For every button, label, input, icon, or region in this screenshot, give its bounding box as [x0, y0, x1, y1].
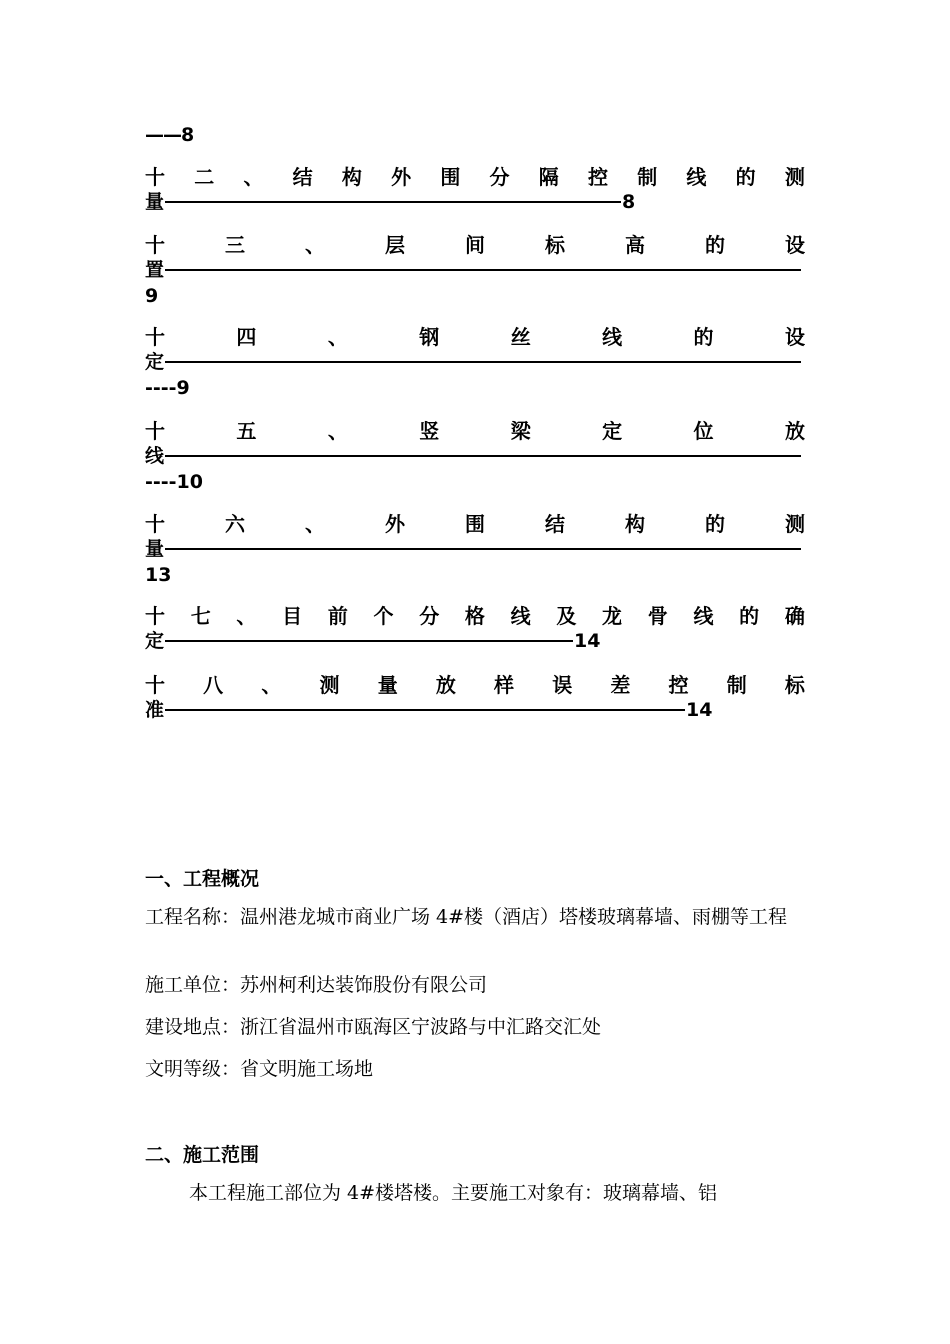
toc-entry-13[interactable] [145, 232, 805, 308]
toc-char: 控 [587, 165, 608, 189]
toc-char: 十 [145, 165, 165, 189]
civilization-grade-line: 文明等级：省文明施工场地 [145, 1058, 374, 1080]
toc-page-number: 9 [145, 285, 159, 307]
toc-char: 八 [203, 673, 224, 697]
toc-char: 制 [726, 673, 747, 697]
toc-title-row [145, 603, 805, 629]
toc-page-number: 8 [622, 191, 636, 213]
toc-leader-line [165, 709, 685, 711]
toc-title-row [145, 164, 805, 190]
toc-char: 梁 [510, 419, 531, 443]
toc-lead-char: 线 [145, 445, 165, 467]
toc-char: 放 [784, 419, 805, 443]
toc-char: 外 [391, 165, 412, 189]
toc-entry-16[interactable] [145, 511, 805, 587]
toc-lead-char: 定 [145, 351, 165, 373]
toc-leader-line [165, 269, 801, 271]
toc-char: 、 [327, 419, 348, 443]
toc-char: 、 [243, 165, 264, 189]
toc-char: 确 [784, 604, 805, 628]
toc-char: 标 [784, 673, 805, 697]
toc-char: 七 [190, 604, 211, 628]
toc-title-row [145, 672, 805, 698]
toc-char: 设 [785, 233, 805, 257]
toc-char: 五 [236, 419, 257, 443]
toc-char: 构 [625, 512, 645, 536]
toc-lead-char: 准 [145, 699, 165, 721]
toc-leader-row [145, 444, 805, 468]
toc-char: 位 [693, 419, 714, 443]
toc-char: 十 [145, 325, 165, 349]
toc-char: 放 [435, 673, 456, 697]
toc-char: 二 [194, 165, 215, 189]
toc-leader-row [145, 698, 805, 722]
toc-char: 线 [602, 325, 623, 349]
toc-entry-18[interactable] [145, 672, 805, 722]
toc-char: 隔 [538, 165, 559, 189]
toc-entry-15[interactable] [145, 418, 805, 494]
toc-lead-char: 量 [145, 538, 165, 560]
toc-leader-row [145, 258, 805, 282]
toc-char: 十 [145, 233, 165, 257]
project-name-line: 工程名称：温州港龙城市商业广场 4#楼（酒店）塔楼玻璃幕墙、雨棚等工程 [145, 906, 788, 928]
toc-char: 十 [145, 419, 165, 443]
toc-char: 构 [341, 165, 362, 189]
toc-char: 分 [489, 165, 510, 189]
toc-page-number: 14 [686, 699, 713, 721]
toc-char: 误 [552, 673, 573, 697]
toc-entry-12[interactable] [145, 164, 805, 214]
toc-char: 骨 [647, 604, 668, 628]
toc-char: 设 [784, 325, 805, 349]
scope-paragraph: 本工程施工部位为 4#楼塔楼。主要施工对象有：玻璃幕墙、铝 [189, 1182, 718, 1204]
toc-leader-row [145, 350, 805, 374]
contractor-line: 施工单位：苏州柯利达装饰股份有限公司 [145, 974, 488, 996]
section-heading-scope: 二、施工范围 [145, 1144, 260, 1166]
toc-char: 量 [377, 673, 398, 697]
toc-char: 测 [319, 673, 340, 697]
site-location-line: 建设地点：浙江省温州市瓯海区宁波路与中汇路交汇处 [145, 1016, 602, 1038]
toc-char: 竖 [419, 419, 440, 443]
section-heading-overview: 一、工程概况 [145, 868, 260, 890]
toc-char: 外 [385, 512, 405, 536]
toc-char: 定 [602, 419, 623, 443]
toc-char: 高 [625, 233, 645, 257]
toc-entry-14[interactable] [145, 324, 805, 400]
toc-char: 十 [145, 512, 165, 536]
toc-char: 的 [705, 233, 725, 257]
toc-leader-line [165, 361, 801, 363]
toc-char: 围 [440, 165, 461, 189]
toc-title-row [145, 418, 805, 444]
toc-title-row [145, 511, 805, 537]
toc-char: 的 [735, 165, 756, 189]
toc-leader-line [165, 455, 801, 457]
toc-lead-char: 量 [145, 191, 165, 213]
toc-char: 的 [693, 325, 714, 349]
toc-char: 、 [305, 233, 325, 257]
toc-char: 前 [327, 604, 348, 628]
toc-page-number: ----9 [145, 377, 190, 399]
toc-char: 目 [282, 604, 303, 628]
toc-leader-line [165, 548, 801, 550]
toc-char: 围 [465, 512, 485, 536]
toc-char: 差 [610, 673, 631, 697]
toc-title-row [145, 232, 805, 258]
toc-char: 六 [225, 512, 245, 536]
toc-leader-line [165, 201, 621, 203]
toc-leader-row [145, 537, 805, 561]
toc-char: 、 [261, 673, 282, 697]
toc-char: 样 [494, 673, 515, 697]
toc-page-number: 13 [145, 564, 172, 586]
toc-char: 结 [545, 512, 565, 536]
toc-char: 标 [545, 233, 565, 257]
toc-char: 线 [686, 165, 707, 189]
toc-char: 测 [784, 165, 805, 189]
toc-char: 线 [693, 604, 714, 628]
toc-entry-17[interactable] [145, 603, 805, 653]
toc-char: 、 [305, 512, 325, 536]
toc-char: 四 [236, 325, 257, 349]
toc-char: 十 [145, 604, 165, 628]
toc-char: 线 [510, 604, 531, 628]
toc-char: 制 [637, 165, 658, 189]
toc-char: 层 [385, 233, 405, 257]
toc-leader-row [145, 629, 805, 653]
toc-char: 、 [236, 604, 257, 628]
toc-char: 分 [419, 604, 440, 628]
toc-char: 及 [556, 604, 577, 628]
toc-char: 龙 [602, 604, 623, 628]
toc-char: 十 [145, 673, 165, 697]
toc-leader-row [145, 190, 805, 214]
toc-char: 的 [705, 512, 725, 536]
toc-page-number: 14 [574, 630, 601, 652]
toc-char: 间 [465, 233, 485, 257]
toc-lead-char: 定 [145, 630, 165, 652]
toc-title-row [145, 324, 805, 350]
toc-char: 丝 [510, 325, 531, 349]
toc-char: 控 [668, 673, 689, 697]
toc-char: 格 [464, 604, 485, 628]
toc-char: 三 [225, 233, 245, 257]
toc-page-number: ----10 [145, 471, 203, 493]
toc-leader-line [165, 640, 573, 642]
toc-char: 测 [785, 512, 805, 536]
toc-page-fragment: ——8 [145, 124, 194, 146]
toc-lead-char: 置 [145, 259, 165, 281]
toc-char: 的 [739, 604, 760, 628]
toc-char: 、 [327, 325, 348, 349]
toc-char: 个 [373, 604, 394, 628]
toc-char: 结 [292, 165, 313, 189]
toc-char: 钢 [419, 325, 440, 349]
